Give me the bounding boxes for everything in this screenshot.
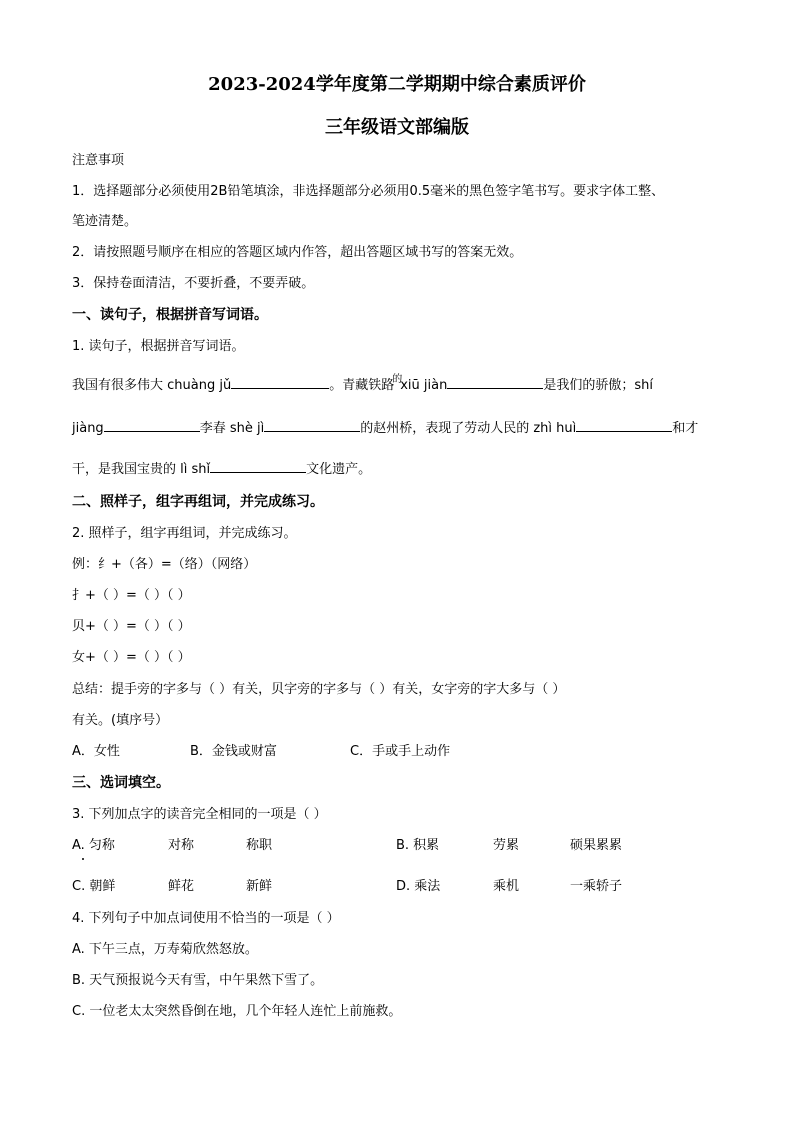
- text-segment: 的赵州桥，表现了劳动人民的: [360, 421, 534, 436]
- pinyin: zhì huì: [533, 421, 577, 436]
- q3-option-b-word-3: 硕果累累: [570, 838, 623, 853]
- q4-option-c[interactable]: C. 一位老太太突然昏倒在地，几个年轻人连忙上前施救。: [72, 1004, 402, 1019]
- pinyin: chuàng jǔ: [167, 378, 232, 393]
- notice-heading: 注意事项: [72, 153, 125, 168]
- q3-option-a-word-3: 称职: [246, 838, 273, 853]
- q3-option-c-word-1[interactable]: C. 朝鲜: [72, 879, 116, 894]
- q2-option-b: B．金钱或财富: [190, 744, 277, 759]
- superscript-char: 的: [392, 374, 403, 385]
- q1-sentence-line-3: [72, 458, 371, 479]
- q2-option-c: C．手或手上动作: [350, 744, 451, 759]
- exam-subtitle: 三年级语文部编版: [325, 117, 469, 138]
- q1-sentence-line-1: [72, 374, 653, 396]
- notice-item-3: 3．保持卷面清洁，不要折叠，不要弄破。: [72, 276, 315, 291]
- answer-blank[interactable]: [576, 417, 672, 432]
- q4-option-b[interactable]: B. 天气预报说今天有雪，中午果然下雪了。: [72, 973, 324, 988]
- q3-option-d-word-2: 乘机: [493, 879, 520, 894]
- q2-row-hand[interactable]: 扌+（ ）=（ ）（ ）: [72, 588, 191, 603]
- q3-option-c-word-2: 鲜花: [168, 879, 195, 894]
- text-segment: 和才: [672, 421, 699, 436]
- answer-blank[interactable]: [447, 374, 543, 389]
- answer-blank[interactable]: [264, 417, 360, 432]
- text-segment: 是我们的骄傲；: [543, 378, 635, 393]
- text-segment: 干，是我国宝贵的: [72, 462, 181, 477]
- q2-row-female[interactable]: 女+（ ）=（ ）（ ）: [72, 650, 191, 665]
- notice-item-1: 1．选择题部分必须使用2B铅笔填涂，非选择题部分必须用0.5毫米的黑色签字笔书写。要求字体工整、: [72, 184, 665, 199]
- q2-summary[interactable]: 总结：提手旁的字多与（ ）有关，贝字旁的字多与（ ）有关，女字旁的字大多与（ ）: [72, 682, 566, 697]
- q2-example: 例：纟+（各）=（络）（网络）: [72, 557, 257, 572]
- section-3-heading: 三、选词填空。: [72, 775, 170, 791]
- q3-option-a-word-1[interactable]: A. 匀称: [72, 838, 115, 853]
- q3-option-b-word-2: 劳累: [493, 838, 520, 853]
- notice-item-1-cont: 笔迹清楚。: [72, 214, 138, 229]
- q1-sentence-line-2: [72, 417, 698, 438]
- pinyin: xiū jiàn: [400, 378, 448, 393]
- text-segment: 我国有很多伟大: [72, 378, 168, 393]
- q3-option-c-word-3: 新鲜: [246, 879, 273, 894]
- q2-option-a: A．女性: [72, 744, 120, 759]
- section-1-heading: 一、读句子，根据拼音写词语。: [72, 307, 268, 323]
- question-1-label: 1. 读句子，根据拼音写词语。: [72, 339, 245, 354]
- q3-option-a-word-2: 对称: [168, 838, 195, 853]
- q4-option-a[interactable]: A. 下午三点，万寿菊欣然怒放。: [72, 942, 258, 957]
- pinyin: lì shǐ: [180, 462, 211, 477]
- emphasis-dot: [82, 858, 84, 860]
- answer-blank[interactable]: [210, 458, 306, 473]
- text-segment: 文化遗产。: [306, 462, 372, 477]
- text-segment: 。青藏铁路: [329, 378, 395, 393]
- q3-option-d-word-1[interactable]: D. 乘法: [396, 879, 441, 894]
- text-segment: 李春: [199, 421, 230, 436]
- question-3: 3. 下列加点字的读音完全相同的一项是（ ）: [72, 807, 327, 822]
- answer-blank[interactable]: [104, 417, 200, 432]
- pinyin: shí: [634, 378, 653, 393]
- q2-row-shell[interactable]: 贝+（ ）=（ ）（ ）: [72, 619, 191, 634]
- answer-blank[interactable]: [231, 374, 329, 389]
- exam-title: 2023-2024学年度第二学期期中综合素质评价: [208, 74, 586, 95]
- q3-option-d-word-3: 一乘轿子: [570, 879, 623, 894]
- question-2-label: 2. 照样子，组字再组词，并完成练习。: [72, 526, 297, 541]
- q3-option-b-word-1[interactable]: B. 积累: [396, 838, 440, 853]
- question-4: 4. 下列句子中加点词使用不恰当的一项是（ ）: [72, 911, 340, 926]
- pinyin: jiàng: [72, 421, 104, 436]
- q2-summary-cont: 有关。(填序号）: [72, 713, 169, 728]
- section-2-heading: 二、照样子，组字再组词，并完成练习。: [72, 494, 324, 510]
- pinyin: shè jì: [229, 421, 265, 436]
- notice-item-2: 2．请按照题号顺序在相应的答题区域内作答，超出答题区域书写的答案无效。: [72, 245, 523, 260]
